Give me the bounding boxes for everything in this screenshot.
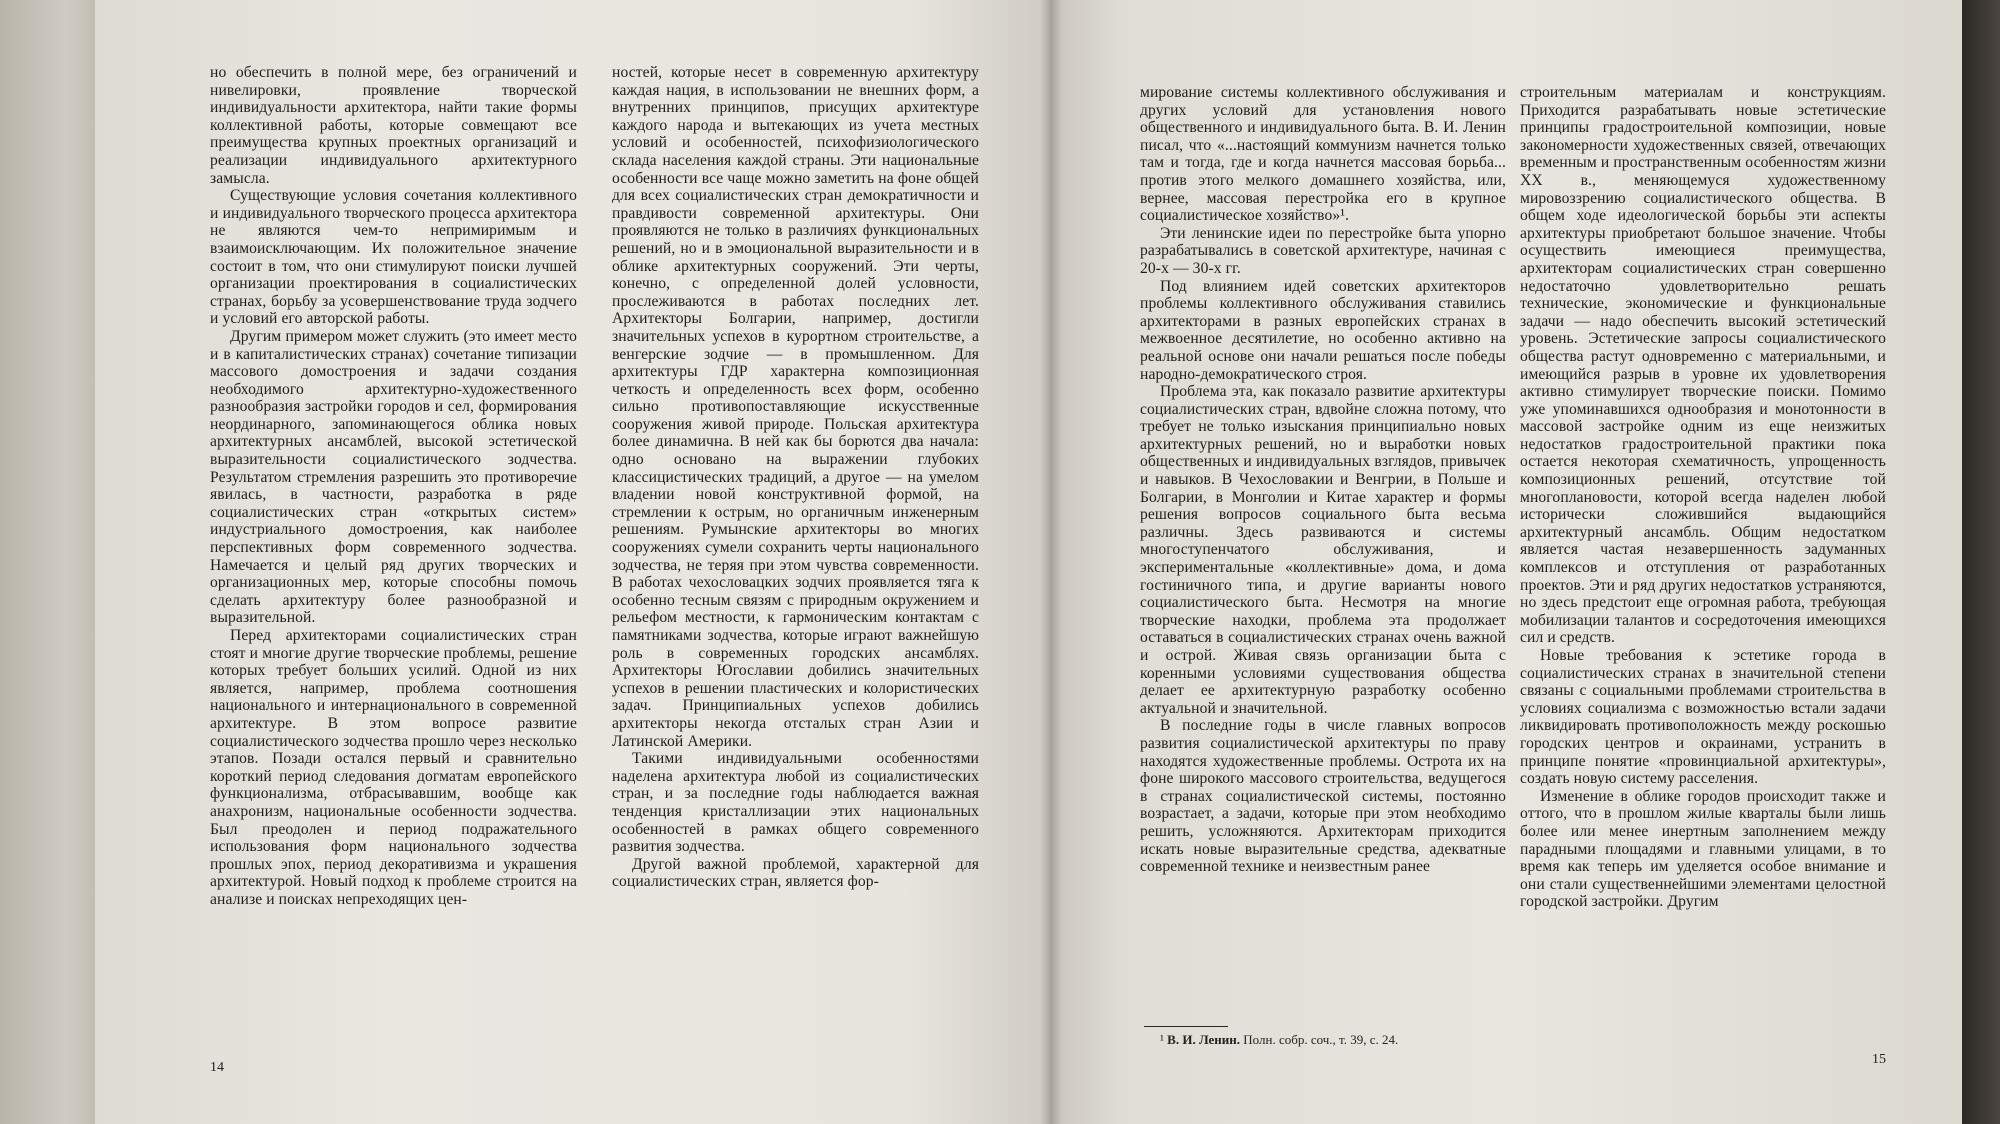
footnote [1160,1032,1398,1048]
footnote-author: В. И. Ленин. [1167,1032,1241,1047]
background-right-edge [1960,0,2000,1124]
left-page-column-1 [210,64,577,909]
book-gutter [1040,0,1062,1124]
right-page-column-1 [1140,84,1506,876]
page-number-right: 15 [1872,1052,1886,1067]
paragraph: Такими индивидуальными особенностями наделена архитектура любой из социалистических стран, и за последние годы наблюдается важная тенденция кристаллизации этих национальных особенностей в рамках общего современного развития зодчества. [612,750,979,856]
paragraph: но обеспечить в полной мере, без ограничений и нивелировки, проявление творческой индивидуальности архитектора, найти такие формы коллективной работы, которые совмещают все преимущества крупных проектных организаций и реализации индивидуального архитектурного замысла. [210,64,577,187]
paragraph: ностей, которые несет в современную архитектуру каждая нация, в использовании не внешних форм, а внутренних принципов, присущих архитектуре каждого народа и вытекающих из учета местных условий и особенностей, психофизиологического склада населения каждой страны. Эти национальные особенности все чаще можно заметить на фоне общей для всех социалистических стран демократичности и правдивости современной архитектуры. Они проявляются не только в различиях функциональных решений, но и в эмоциональной выразительности и в облике архитектурных сооружений. Эти черты, конечно, с определенной долей условности, прослеживаются в работах последних лет. Архитекторы Болгарии, например, достигли значительных успехов в курортном строительстве, а венгерские зодчие — в промышленном. Для архитектуры ГДР характерна композиционная четкость и определенность всех форм, особенно сильно противопоставляющие искусственные сооружения живой природе. Польская архитектура более динамична. В ней как бы борются два начала: одно основано на выражении глубоких классицистических традиций, а другое — на умелом владении новой конструктивной формой, на стремлении к острым, но органичным инженерным решениям. Румынские архитекторы во многих сооружениях сумели сохранить черты национального зодчества, не теряя при этом чувства современности. В работах чехословацких зодчих проявляется тяга к особенно тесным связям с природным окружением и рельефом местности, к гармоническим контактам с памятниками зодчества, которые играют важнейшую роль в современных городских ансамблях. Архитекторы Югославии добились значительных успехов в решении пластических и колористических задач. Принципиальных успехов добились архитекторы некогда отсталых стран Азии и Латинской Америки. [612,64,979,750]
page-number-left: 14 [210,1060,224,1075]
paragraph: Новые требования к эстетике города в социалистических странах в значительной степени связаны с социальными проблемами строительства в условиях социализма с возможностью встали задачи ликвидировать противоположность между роскошью городских центров и окраинами, устранить в принципе понятие «провинциальной архитектуры», создать новую систему расселения. [1520,647,1886,788]
paragraph: Изменение в облике городов происходит также и оттого, что в прошлом жилые кварталы были лишь более или менее инертным заполнением между парадными площадями и главными улицами, в то время как теперь им уделяется особое внимание и они стали существеннейшими элементами целостной городской застройки. Другим [1520,787,1886,911]
paragraph: Под влиянием идей советских архитекторов проблемы коллективного обслуживания ставились архитекторами в разных европейских странах в межвоенное десятилетие, но особенно активно на реальной основе они начали решаться после победы народно-демократического строя. [1140,277,1506,383]
paragraph: Эти ленинские идеи по перестройке быта упорно разрабатывались в советской архитектуре, начиная с 20-х — 30-х гг. [1140,224,1506,277]
paragraph: Другим примером может служить (это имеет место и в капиталистических странах) сочетание типизации массового домостроения и задачи создания необходимого архитектурно-художественного разнообразия застройки городов и сел, формирования неординарного, запоминающегося облика новых архитектурных ансамблей, высокой эстетической выразительности социалистического зодчества. Результатом стремления разрешить это противоречие явилась, в частности, разработка в ряде социалистических стран «открытых систем» индустриального домостроения, как наиболее перспективных форм современного зодчества. Намечается и целый ряд других творческих и организационных мер, которые способны помочь сделать архитектуру более разнообразной и выразительной. [210,327,577,627]
paragraph: В последние годы в числе главных вопросов развития социалистической архитектуры по праву находятся художественные проблемы. Острота их на фоне широкого массового строительства, ведущегося в странах социалистической системы, постоянно возрастает, а задачи, которые при этом необходимо решить, усложняются. Архитекторам приходится искать новые выразительные средства, адекватные современной технике и неизвестным ранее [1140,717,1506,876]
paragraph: мирование системы коллективного обслуживания и других условий для установления нового общественного и индивидуального быта. В. И. Ленин писал, что «...настоящий коммунизм начнется только там и тогда, где и когда начнется массовая борьба... против этого мелкого домашнего хозяйства, или, вернее, массовая перестройка его в крупное социалистическое хозяйство»¹. [1140,84,1506,225]
paragraph: Перед архитекторами социалистических стран стоят и многие другие творческие проблемы, решение которых требует больших усилий. Одной из них является, например, проблема соотношения национального и интернационального в современной архитектуре. В этом вопросе развитие социалистического зодчества прошло через несколько этапов. Позади остался первый и сравнительно короткий период следования догматам европейского функционализма, отбрасывавшим, вообще как анахронизм, национальные особенности зодчества. Был преодолен и период подражательного использования форм национального зодчества прошлых эпох, период декоративизма и украшения архитектурой. Новый подход к проблеме строится на анализе и поисках непреходящих цен- [210,627,577,908]
footnote-text: Полн. собр. соч., т. 39, с. 24. [1243,1032,1399,1047]
footnote-rule [1144,1026,1228,1027]
right-page-column-2 [1520,84,1886,911]
paragraph: Проблема эта, как показало развитие архитектуры социалистических стран, вдвойне сложна потому, что требует не только изыскания принципиально новых архитектурных решений, но и выработки новых общественных и индивидуальных взглядов, привычек и навыков. В Чехословакии и Венгрии, в Польше и Болгарии, в Монголии и Китае характер и формы решения вопросов социального быта весьма различны. Здесь развиваются и системы многоступенчатого обслуживания, и экспериментальные «коллективные» дома, и дома гостиничного типа, и другие варианты нового социалистического быта. Несмотря на многие творческие находки, проблема эта продолжает оставаться в социалистических странах очень важной и острой. Живая связь организации быта с коренными условиями существования общества делает ее архитектурную разработку особенно актуальной и значительной. [1140,383,1506,717]
paragraph: строительным материалам и конструкциям. Приходится разрабатывать новые эстетические принципы градостроительной композиции, новые закономерности художественных связей, отвечающих временным и пространственным особенностям жизни XX в., меняющемуся художественному мировоззрению социалистического общества. В общем ходе идеологической борьбы эти аспекты архитектуры приобретают большое значение. Чтобы осуществить имеющиеся преимущества, архитекторам социалистических стран совершенно недостаточно удовлетворительно решать технические, экономические и функциональные задачи — надо обеспечить высокий эстетический уровень. Эстетические запросы социалистического общества растут одновременно с материальными, и имеющийся разрыв в уровне их удовлетворения активно стимулирует творческие поиски. Помимо уже упоминавшихся однообразия и монотонности в массовой застройке одним из еще неизжитых недостатков градостроительной практики пока остается некоторая схематичность, упрощенность композиционных решений, отсутствие той многоплановости, которой всегда наделен любой исторически сложившийся выдающийся архитектурный ансамбль. Общим недостатком является частая незавершенность задуманных комплексов и отступления от разработанных проектов. Эти и ряд других недостатков устраняются, но здесь предстоит еще огромная работа, требующая мобилизации талантов и сосредоточения имеющихся сил и средств. [1520,84,1886,647]
footnote-marker: ¹ [1160,1032,1164,1047]
paragraph: Существующие условия сочетания коллективного и индивидуального творческого процесса архитектора не являются чем-то непримиримым и взаимоисключающим. Их положительное значение состоит в том, что они стимулируют поиски лучшей организации проектирования в социалистических странах, борьбу за усовершенствование труда зодчего и условий его авторской работы. [210,187,577,328]
paragraph: Другой важной проблемой, характерной для социалистических стран, является фор- [612,855,979,891]
background-left-page-edge [0,0,95,1124]
left-page-column-2 [612,64,979,891]
